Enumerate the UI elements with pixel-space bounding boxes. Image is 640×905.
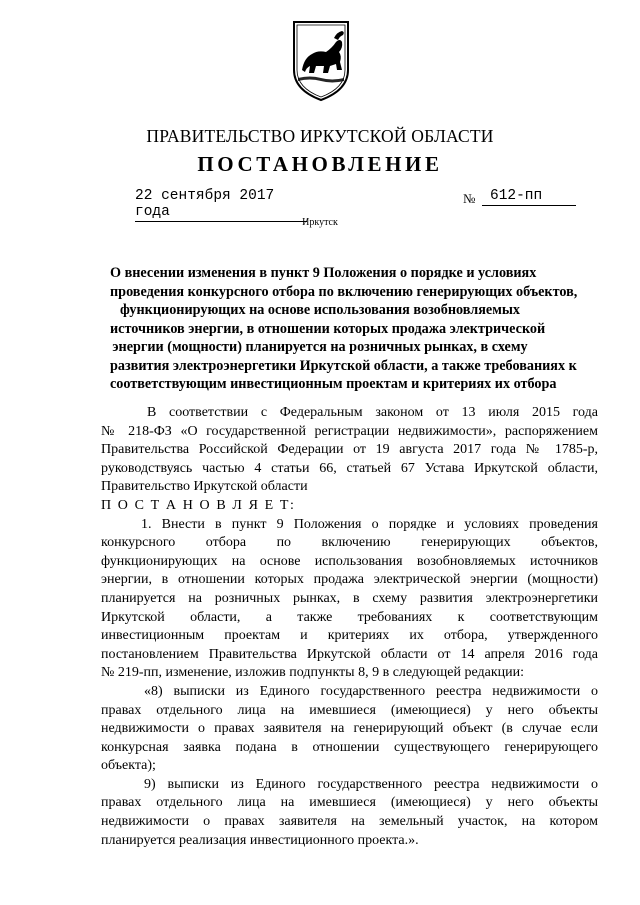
subitem8-line: правах отдельного лица на имевшиеся (имеющиеся) у него объекты xyxy=(101,702,598,718)
subitem9-line: планируется реализация инвестиционного проекта.». xyxy=(101,832,419,848)
item1-line: Иркутской области, а также требованиях к соответствующим xyxy=(101,609,598,625)
item1-line: № 219-пп, изменение, изложив подпункты 8, 9 в следующей редакции: xyxy=(101,665,525,681)
preamble-line: Правительство Иркутской области xyxy=(101,479,308,495)
item1-line: 1. Внести в пункт 9 Положения о порядке и условиях проведения xyxy=(141,516,598,532)
subitem8-line: конкурсная заявка подана в отношении существующего генерирующего xyxy=(101,739,598,755)
title-line: функционирующих на основе использования возобновляемых xyxy=(119,302,521,318)
document-type-title: ПОСТАНОВЛЕНИЕ xyxy=(197,152,443,176)
item1-line: конкурсного отбора по включению генерирующих объектов, xyxy=(101,535,598,551)
preamble-line: В соответствии с Федеральным законом от 13 июля 2015 года xyxy=(147,405,598,420)
title-line: соответствующим инвестиционным проектам и критериях их отбора xyxy=(110,376,557,392)
item1-line: постановлением Правительства Иркутской области от 14 апреля 2016 года xyxy=(101,646,598,662)
number-sign: № xyxy=(463,191,476,206)
item1-line: функционирующих на основе использования возобновляемых источников xyxy=(101,553,598,569)
preamble-line: Правительства Российской Федерации от 19 августа 2017 года № 1785-р, xyxy=(101,442,598,458)
title-line: развития электроэнергетики Иркутской области, а также требованиях к xyxy=(110,357,577,374)
title-line: источников энергии, в отношении которых продажа электрической xyxy=(110,320,546,337)
coat-of-arms-emblem xyxy=(290,18,352,104)
preamble-line: руководствуясь частью 4 статьи 66, статьей 67 Устава Иркутской области, xyxy=(101,460,598,476)
item1-line: планируется на розничных рынках, в схему развития электроэнергетики xyxy=(101,590,598,606)
subitem8-line: недвижимости о правах заявителя на генерирующий объект (в случае если xyxy=(101,721,598,737)
subitem8-line: «8) выписки из Единого государственного реестра недвижимости о xyxy=(144,683,598,699)
title-line: проведения конкурсного отбора по включению генерирующих объектов, xyxy=(110,283,578,300)
subitem9-line: 9) выписки из Единого государственного реестра недвижимости о xyxy=(144,776,598,792)
item1-line: энергии, в отношении которых продажа электрической энергии (мощности) xyxy=(101,572,598,588)
subitem9-line: правах отдельного лица на имевшиеся (имеющиеся) у него объекты xyxy=(101,795,598,811)
subitem8-line: объекта); xyxy=(101,758,156,774)
document-subject-title xyxy=(110,264,578,394)
decree-word: П О С Т А Н О В Л Я Е Т: xyxy=(101,497,296,513)
document-date: 22 сентября 2017 года xyxy=(135,188,307,222)
city-name: Иркутск xyxy=(302,217,338,228)
title-line: энергии (мощности) планируется на розничных рынках, в схему xyxy=(112,339,528,355)
document-number: 612-пп xyxy=(482,188,576,206)
subitem9-line: недвижимости о правах заявителя на земельный участок, на котором xyxy=(101,814,598,830)
item1-line: инвестиционным проектам и критериях их отбора, утвержденного xyxy=(101,628,598,644)
preamble-line: № 218-ФЗ «О государственной регистрации недвижимости», распоряжением xyxy=(101,423,598,439)
document-body xyxy=(101,404,598,850)
government-name: ПРАВИТЕЛЬСТВО ИРКУТСКОЙ ОБЛАСТИ xyxy=(146,126,494,146)
title-line: О внесении изменения в пункт 9 Положения о порядке и условиях xyxy=(110,265,537,281)
